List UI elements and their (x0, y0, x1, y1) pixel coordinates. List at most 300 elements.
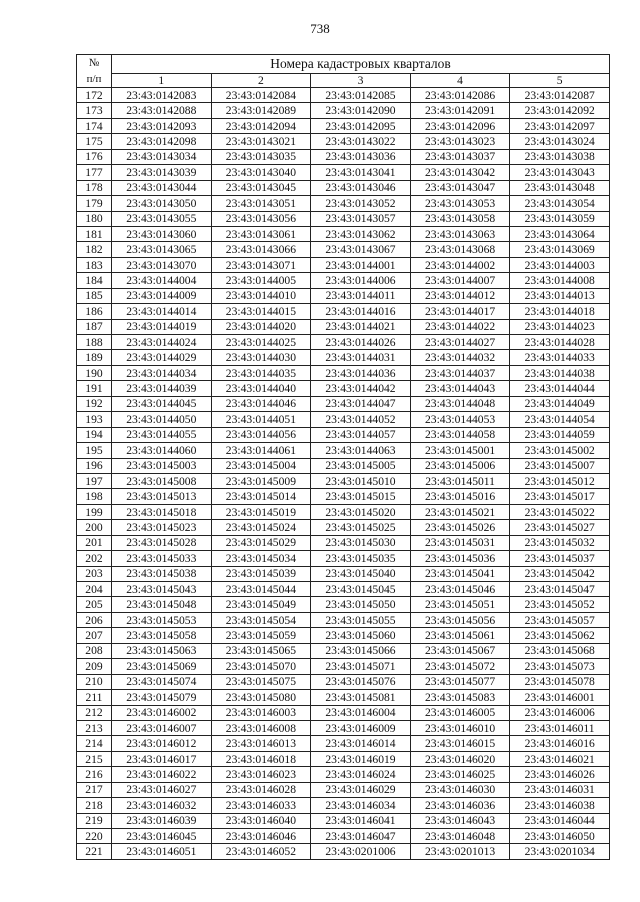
table-row (77, 458, 610, 473)
table-row (77, 427, 610, 442)
cadastral-number-cell: 23:43:0144039 (112, 381, 212, 396)
cadastral-number-cell: 23:43:0146003 (211, 705, 311, 720)
row-number-header (77, 55, 112, 88)
cadastral-number-cell: 23:43:0145006 (410, 458, 510, 473)
cadastral-number-cell: 23:43:0145042 (510, 566, 610, 581)
cadastral-number-cell: 23:43:0145029 (211, 535, 311, 550)
cadastral-number-cell: 23:43:0145049 (211, 597, 311, 612)
cadastral-number-cell: 23:43:0146046 (211, 829, 311, 844)
cadastral-number-cell: 23:43:0146007 (112, 720, 212, 735)
cadastral-number-cell: 23:43:0146017 (112, 751, 212, 766)
cadastral-number-cell: 23:43:0145047 (510, 582, 610, 597)
cadastral-number-cell: 23:43:0145014 (211, 489, 311, 504)
cadastral-number-cell: 23:43:0143065 (112, 242, 212, 257)
row-number-cell: 214 (77, 736, 112, 751)
table-row (77, 798, 610, 813)
table-header (77, 55, 610, 88)
cadastral-number-cell: 23:43:0144003 (510, 257, 610, 272)
cadastral-number-cell: 23:43:0144021 (311, 319, 411, 334)
cadastral-number-cell: 23:43:0145048 (112, 597, 212, 612)
cadastral-number-cell: 23:43:0144022 (410, 319, 510, 334)
cadastral-number-cell: 23:43:0144054 (510, 412, 610, 427)
cadastral-number-cell: 23:43:0145036 (410, 551, 510, 566)
cadastral-number-cell: 23:43:0145001 (410, 443, 510, 458)
cadastral-number-cell: 23:43:0146016 (510, 736, 610, 751)
row-number-cell: 216 (77, 767, 112, 782)
cadastral-number-cell: 23:43:0145035 (311, 551, 411, 566)
cadastral-number-cell: 23:43:0145026 (410, 520, 510, 535)
row-number-cell: 190 (77, 365, 112, 380)
table-row (77, 597, 610, 612)
cadastral-number-cell: 23:43:0142088 (112, 103, 212, 118)
cadastral-number-cell: 23:43:0146025 (410, 767, 510, 782)
cadastral-number-cell: 23:43:0144049 (510, 396, 610, 411)
cadastral-number-cell: 23:43:0145079 (112, 690, 212, 705)
column-number-header: 3 (311, 74, 411, 88)
cadastral-number-cell: 23:43:0144015 (211, 304, 311, 319)
cadastral-number-cell: 23:43:0145083 (410, 690, 510, 705)
table-row (77, 257, 610, 272)
cadastral-number-cell: 23:43:0142094 (211, 118, 311, 133)
table-row (77, 103, 610, 118)
table-body (77, 88, 610, 860)
cadastral-number-cell: 23:43:0146028 (211, 782, 311, 797)
table-row (77, 211, 610, 226)
cadastral-number-cell: 23:43:0143050 (112, 196, 212, 211)
table-row (77, 473, 610, 488)
cadastral-number-cell: 23:43:0145011 (410, 473, 510, 488)
cadastral-number-cell: 23:43:0144010 (211, 288, 311, 303)
cadastral-number-cell: 23:43:0145005 (311, 458, 411, 473)
cadastral-number-cell: 23:43:0145031 (410, 535, 510, 550)
cadastral-number-cell: 23:43:0144044 (510, 381, 610, 396)
row-number-cell: 188 (77, 335, 112, 350)
cadastral-number-cell: 23:43:0145062 (510, 628, 610, 643)
row-number-cell: 215 (77, 751, 112, 766)
row-number-cell: 202 (77, 551, 112, 566)
table-row (77, 489, 610, 504)
row-number-cell: 205 (77, 597, 112, 612)
header-row-column-numbers (77, 74, 610, 88)
row-number-cell: 218 (77, 798, 112, 813)
table-row (77, 782, 610, 797)
cadastral-number-cell: 23:43:0146051 (112, 844, 212, 859)
cadastral-number-cell: 23:43:0145024 (211, 520, 311, 535)
table-row (77, 149, 610, 164)
cadastral-number-cell: 23:43:0145039 (211, 566, 311, 581)
row-number-cell: 206 (77, 612, 112, 627)
row-number-cell: 221 (77, 844, 112, 859)
cadastral-number-cell: 23:43:0144052 (311, 412, 411, 427)
cadastral-number-cell: 23:43:0145059 (211, 628, 311, 643)
cadastral-number-cell: 23:43:0144036 (311, 365, 411, 380)
cadastral-number-cell: 23:43:0146010 (410, 720, 510, 735)
table-row (77, 196, 610, 211)
cadastral-number-cell: 23:43:0144002 (410, 257, 510, 272)
cadastral-number-cell: 23:43:0142084 (211, 88, 311, 103)
cadastral-number-cell: 23:43:0143046 (311, 180, 411, 195)
cadastral-number-cell: 23:43:0142092 (510, 103, 610, 118)
table-row (77, 767, 610, 782)
cadastral-number-cell: 23:43:0146011 (510, 720, 610, 735)
cadastral-number-cell: 23:43:0146047 (311, 829, 411, 844)
cadastral-number-cell: 23:43:0142087 (510, 88, 610, 103)
cadastral-number-cell: 23:43:0145040 (311, 566, 411, 581)
cadastral-number-cell: 23:43:0143034 (112, 149, 212, 164)
table-row (77, 674, 610, 689)
row-number-cell: 175 (77, 134, 112, 149)
cadastral-number-cell: 23:43:0145054 (211, 612, 311, 627)
cadastral-number-cell: 23:43:0143069 (510, 242, 610, 257)
table-row (77, 350, 610, 365)
row-number-cell: 191 (77, 381, 112, 396)
table-row (77, 829, 610, 844)
cadastral-number-cell: 23:43:0145050 (311, 597, 411, 612)
cadastral-number-cell: 23:43:0144032 (410, 350, 510, 365)
cadastral-number-cell: 23:43:0146008 (211, 720, 311, 735)
table-row (77, 443, 610, 458)
cadastral-number-cell: 23:43:0144011 (311, 288, 411, 303)
cadastral-number-cell: 23:43:0143036 (311, 149, 411, 164)
row-number-cell: 198 (77, 489, 112, 504)
table-row (77, 412, 610, 427)
cadastral-number-cell: 23:43:0144035 (211, 365, 311, 380)
row-number-cell: 184 (77, 273, 112, 288)
cadastral-number-cell: 23:43:0146031 (510, 782, 610, 797)
table-row (77, 288, 610, 303)
cadastral-number-cell: 23:43:0143066 (211, 242, 311, 257)
table-row (77, 612, 610, 627)
cadastral-number-cell: 23:43:0146039 (112, 813, 212, 828)
row-number-cell: 192 (77, 396, 112, 411)
cadastral-number-cell: 23:43:0145016 (410, 489, 510, 504)
cadastral-number-cell: 23:43:0146023 (211, 767, 311, 782)
table-row (77, 566, 610, 581)
row-number-cell: 174 (77, 118, 112, 133)
cadastral-number-cell: 23:43:0146002 (112, 705, 212, 720)
cadastral-number-cell: 23:43:0144034 (112, 365, 212, 380)
column-number-header: 1 (112, 74, 212, 88)
cadastral-number-cell: 23:43:0144037 (410, 365, 510, 380)
cadastral-number-cell: 23:43:0145070 (211, 659, 311, 674)
cadastral-number-cell: 23:43:0145046 (410, 582, 510, 597)
cadastral-number-cell: 23:43:0146024 (311, 767, 411, 782)
row-number-cell: 199 (77, 504, 112, 519)
table-row (77, 319, 610, 334)
row-number-cell: 182 (77, 242, 112, 257)
cadastral-number-cell: 23:43:0145072 (410, 659, 510, 674)
cadastral-number-cell: 23:43:0145080 (211, 690, 311, 705)
cadastral-number-cell: 23:43:0146005 (410, 705, 510, 720)
cadastral-number-cell: 23:43:0145051 (410, 597, 510, 612)
cadastral-number-cell: 23:43:0146040 (211, 813, 311, 828)
cadastral-number-cell: 23:43:0143041 (311, 165, 411, 180)
cadastral-number-cell: 23:43:0143038 (510, 149, 610, 164)
page-number: 738 (310, 21, 330, 36)
table-row (77, 628, 610, 643)
cadastral-number-cell: 23:43:0143042 (410, 165, 510, 180)
cadastral-number-cell: 23:43:0146012 (112, 736, 212, 751)
cadastral-number-cell: 23:43:0145069 (112, 659, 212, 674)
cadastral-number-cell: 23:43:0144046 (211, 396, 311, 411)
cadastral-number-cell: 23:43:0146030 (410, 782, 510, 797)
table-title: Номера кадастровых кварталов (112, 55, 610, 74)
cadastral-number-cell: 23:43:0144023 (510, 319, 610, 334)
cadastral-number-cell: 23:43:0142089 (211, 103, 311, 118)
cadastral-number-cell: 23:43:0145023 (112, 520, 212, 535)
column-number-header: 2 (211, 74, 311, 88)
cadastral-number-cell: 23:43:0146004 (311, 705, 411, 720)
cadastral-number-cell: 23:43:0146001 (510, 690, 610, 705)
cadastral-number-cell: 23:43:0146020 (410, 751, 510, 766)
row-number-header-line1: № (88, 57, 100, 69)
table-row (77, 242, 610, 257)
row-number-cell: 176 (77, 149, 112, 164)
cadastral-number-cell: 23:43:0144042 (311, 381, 411, 396)
cadastral-number-cell: 23:43:0145076 (311, 674, 411, 689)
cadastral-number-cell: 23:43:0144050 (112, 412, 212, 427)
cadastral-number-cell: 23:43:0144047 (311, 396, 411, 411)
cadastral-number-cell: 23:43:0146027 (112, 782, 212, 797)
cadastral-number-cell: 23:43:0143058 (410, 211, 510, 226)
cadastral-number-cell: 23:43:0143056 (211, 211, 311, 226)
table-row (77, 396, 610, 411)
row-number-cell: 195 (77, 443, 112, 458)
row-number-cell: 217 (77, 782, 112, 797)
cadastral-number-cell: 23:43:0144053 (410, 412, 510, 427)
cadastral-number-cell: 23:43:0143035 (211, 149, 311, 164)
cadastral-number-cell: 23:43:0145053 (112, 612, 212, 627)
cadastral-number-cell: 23:43:0145022 (510, 504, 610, 519)
cadastral-number-cell: 23:43:0144038 (510, 365, 610, 380)
row-number-cell: 207 (77, 628, 112, 643)
cadastral-number-cell: 23:43:0142096 (410, 118, 510, 133)
cadastral-number-cell: 23:43:0144030 (211, 350, 311, 365)
row-number-cell: 183 (77, 257, 112, 272)
cadastral-number-cell: 23:43:0145013 (112, 489, 212, 504)
cadastral-number-cell: 23:43:0144005 (211, 273, 311, 288)
row-number-cell: 172 (77, 88, 112, 103)
cadastral-number-cell: 23:43:0143057 (311, 211, 411, 226)
cadastral-number-cell: 23:43:0142090 (311, 103, 411, 118)
table-row (77, 273, 610, 288)
row-number-cell: 220 (77, 829, 112, 844)
cadastral-number-cell: 23:43:0145003 (112, 458, 212, 473)
cadastral-number-cell: 23:43:0145043 (112, 582, 212, 597)
table-row (77, 165, 610, 180)
row-number-cell: 194 (77, 427, 112, 442)
cadastral-number-cell: 23:43:0144018 (510, 304, 610, 319)
cadastral-number-cell: 23:43:0145074 (112, 674, 212, 689)
cadastral-number-cell: 23:43:0144060 (112, 443, 212, 458)
cadastral-number-cell: 23:43:0144031 (311, 350, 411, 365)
cadastral-number-cell: 23:43:0144059 (510, 427, 610, 442)
cadastral-number-cell: 23:43:0143068 (410, 242, 510, 257)
cadastral-number-cell: 23:43:0144014 (112, 304, 212, 319)
cadastral-number-cell: 23:43:0146032 (112, 798, 212, 813)
cadastral-number-cell: 23:43:0145068 (510, 643, 610, 658)
table-row (77, 88, 610, 103)
table-row (77, 118, 610, 133)
cadastral-quarters-table (76, 54, 610, 860)
cadastral-number-cell: 23:43:0145067 (410, 643, 510, 658)
cadastral-number-cell: 23:43:0146044 (510, 813, 610, 828)
row-number-header-line2: п/п (86, 73, 102, 85)
cadastral-number-cell: 23:43:0143047 (410, 180, 510, 195)
row-number-cell: 201 (77, 535, 112, 550)
row-number-cell: 181 (77, 226, 112, 241)
cadastral-number-cell: 23:43:0146006 (510, 705, 610, 720)
cadastral-number-cell: 23:43:0145063 (112, 643, 212, 658)
cadastral-number-cell: 23:43:0145073 (510, 659, 610, 674)
cadastral-number-cell: 23:43:0145071 (311, 659, 411, 674)
cadastral-number-cell: 23:43:0143060 (112, 226, 212, 241)
cadastral-number-cell: 23:43:0201013 (410, 844, 510, 859)
row-number-cell: 197 (77, 473, 112, 488)
cadastral-number-cell: 23:43:0145030 (311, 535, 411, 550)
cadastral-number-cell: 23:43:0145077 (410, 674, 510, 689)
row-number-cell: 186 (77, 304, 112, 319)
cadastral-number-cell: 23:43:0144027 (410, 335, 510, 350)
cadastral-number-cell: 23:43:0145066 (311, 643, 411, 658)
cadastral-number-cell: 23:43:0201034 (510, 844, 610, 859)
cadastral-number-cell: 23:43:0146048 (410, 829, 510, 844)
cadastral-number-cell: 23:43:0143061 (211, 226, 311, 241)
cadastral-number-cell: 23:43:0144029 (112, 350, 212, 365)
cadastral-number-cell: 23:43:0144051 (211, 412, 311, 427)
cadastral-number-cell: 23:43:0145017 (510, 489, 610, 504)
row-number-cell: 211 (77, 690, 112, 705)
cadastral-number-cell: 23:43:0143055 (112, 211, 212, 226)
table-row (77, 381, 610, 396)
cadastral-number-cell: 23:43:0143063 (410, 226, 510, 241)
table-row (77, 134, 610, 149)
row-number-cell: 208 (77, 643, 112, 658)
table-row (77, 520, 610, 535)
row-number-cell: 212 (77, 705, 112, 720)
cadastral-number-cell: 23:43:0144063 (311, 443, 411, 458)
cadastral-number-cell: 23:43:0144008 (510, 273, 610, 288)
row-number-cell: 180 (77, 211, 112, 226)
cadastral-number-cell: 23:43:0145002 (510, 443, 610, 458)
cadastral-number-cell: 23:43:0145028 (112, 535, 212, 550)
cadastral-number-cell: 23:43:0146034 (311, 798, 411, 813)
cadastral-number-cell: 23:43:0143037 (410, 149, 510, 164)
cadastral-number-cell: 23:43:0145004 (211, 458, 311, 473)
row-number-cell: 189 (77, 350, 112, 365)
cadastral-number-cell: 23:43:0145041 (410, 566, 510, 581)
cadastral-number-cell: 23:43:0146018 (211, 751, 311, 766)
cadastral-number-cell: 23:43:0145033 (112, 551, 212, 566)
cadastral-number-cell: 23:43:0144024 (112, 335, 212, 350)
cadastral-number-cell: 23:43:0145007 (510, 458, 610, 473)
table-row (77, 844, 610, 859)
cadastral-number-cell: 23:43:0146009 (311, 720, 411, 735)
cadastral-number-cell: 23:43:0143059 (510, 211, 610, 226)
table-row (77, 690, 610, 705)
row-number-cell: 185 (77, 288, 112, 303)
cadastral-number-cell: 23:43:0143044 (112, 180, 212, 195)
cadastral-number-cell: 23:43:0145056 (410, 612, 510, 627)
cadastral-number-cell: 23:43:0143045 (211, 180, 311, 195)
table-row (77, 736, 610, 751)
cadastral-number-cell: 23:43:0144026 (311, 335, 411, 350)
row-number-cell: 187 (77, 319, 112, 334)
cadastral-number-cell: 23:43:0145078 (510, 674, 610, 689)
cadastral-number-cell: 23:43:0143039 (112, 165, 212, 180)
cadastral-number-cell: 23:43:0143052 (311, 196, 411, 211)
cadastral-number-cell: 23:43:0143064 (510, 226, 610, 241)
cadastral-number-cell: 23:43:0144019 (112, 319, 212, 334)
cadastral-number-cell: 23:43:0146013 (211, 736, 311, 751)
cadastral-number-cell: 23:43:0144016 (311, 304, 411, 319)
cadastral-number-cell: 23:43:0144007 (410, 273, 510, 288)
table-row (77, 643, 610, 658)
header-row-title (77, 55, 610, 74)
table-row (77, 659, 610, 674)
row-number-cell: 177 (77, 165, 112, 180)
cadastral-number-cell: 23:43:0146041 (311, 813, 411, 828)
cadastral-number-cell: 23:43:0144056 (211, 427, 311, 442)
cadastral-number-cell: 23:43:0145081 (311, 690, 411, 705)
row-number-cell: 213 (77, 720, 112, 735)
cadastral-number-cell: 23:43:0145010 (311, 473, 411, 488)
cadastral-number-cell: 23:43:0145057 (510, 612, 610, 627)
cadastral-number-cell: 23:43:0145008 (112, 473, 212, 488)
table-row (77, 720, 610, 735)
cadastral-number-cell: 23:43:0143062 (311, 226, 411, 241)
cadastral-number-cell: 23:43:0145018 (112, 504, 212, 519)
cadastral-number-cell: 23:43:0144048 (410, 396, 510, 411)
cadastral-number-cell: 23:43:0145061 (410, 628, 510, 643)
cadastral-number-cell: 23:43:0145012 (510, 473, 610, 488)
cadastral-number-cell: 23:43:0144033 (510, 350, 610, 365)
cadastral-number-cell: 23:43:0143070 (112, 257, 212, 272)
cadastral-number-cell: 23:43:0143071 (211, 257, 311, 272)
column-number-header: 4 (410, 74, 510, 88)
cadastral-number-cell: 23:43:0146050 (510, 829, 610, 844)
table-row (77, 705, 610, 720)
row-number-cell: 204 (77, 582, 112, 597)
table-row (77, 304, 610, 319)
cadastral-number-cell: 23:43:0144009 (112, 288, 212, 303)
cadastral-number-cell: 23:43:0145027 (510, 520, 610, 535)
cadastral-number-cell: 23:43:0143023 (410, 134, 510, 149)
cadastral-number-cell: 23:43:0145009 (211, 473, 311, 488)
cadastral-number-cell: 23:43:0145037 (510, 551, 610, 566)
table-row (77, 180, 610, 195)
cadastral-number-cell: 23:43:0144004 (112, 273, 212, 288)
cadastral-number-cell: 23:43:0144001 (311, 257, 411, 272)
cadastral-number-cell: 23:43:0144028 (510, 335, 610, 350)
cadastral-number-cell: 23:43:0142097 (510, 118, 610, 133)
table-row (77, 535, 610, 550)
cadastral-number-cell: 23:43:0144043 (410, 381, 510, 396)
cadastral-number-cell: 23:43:0146043 (410, 813, 510, 828)
cadastral-number-cell: 23:43:0143054 (510, 196, 610, 211)
table-row (77, 813, 610, 828)
cadastral-number-cell: 23:43:0143043 (510, 165, 610, 180)
row-number-cell: 196 (77, 458, 112, 473)
cadastral-number-cell: 23:43:0143053 (410, 196, 510, 211)
cadastral-number-cell: 23:43:0144057 (311, 427, 411, 442)
cadastral-number-cell: 23:43:0146038 (510, 798, 610, 813)
cadastral-number-cell: 23:43:0144013 (510, 288, 610, 303)
cadastral-number-cell: 23:43:0145065 (211, 643, 311, 658)
cadastral-number-cell: 23:43:0145055 (311, 612, 411, 627)
cadastral-number-cell: 23:43:0143022 (311, 134, 411, 149)
cadastral-number-cell: 23:43:0146021 (510, 751, 610, 766)
